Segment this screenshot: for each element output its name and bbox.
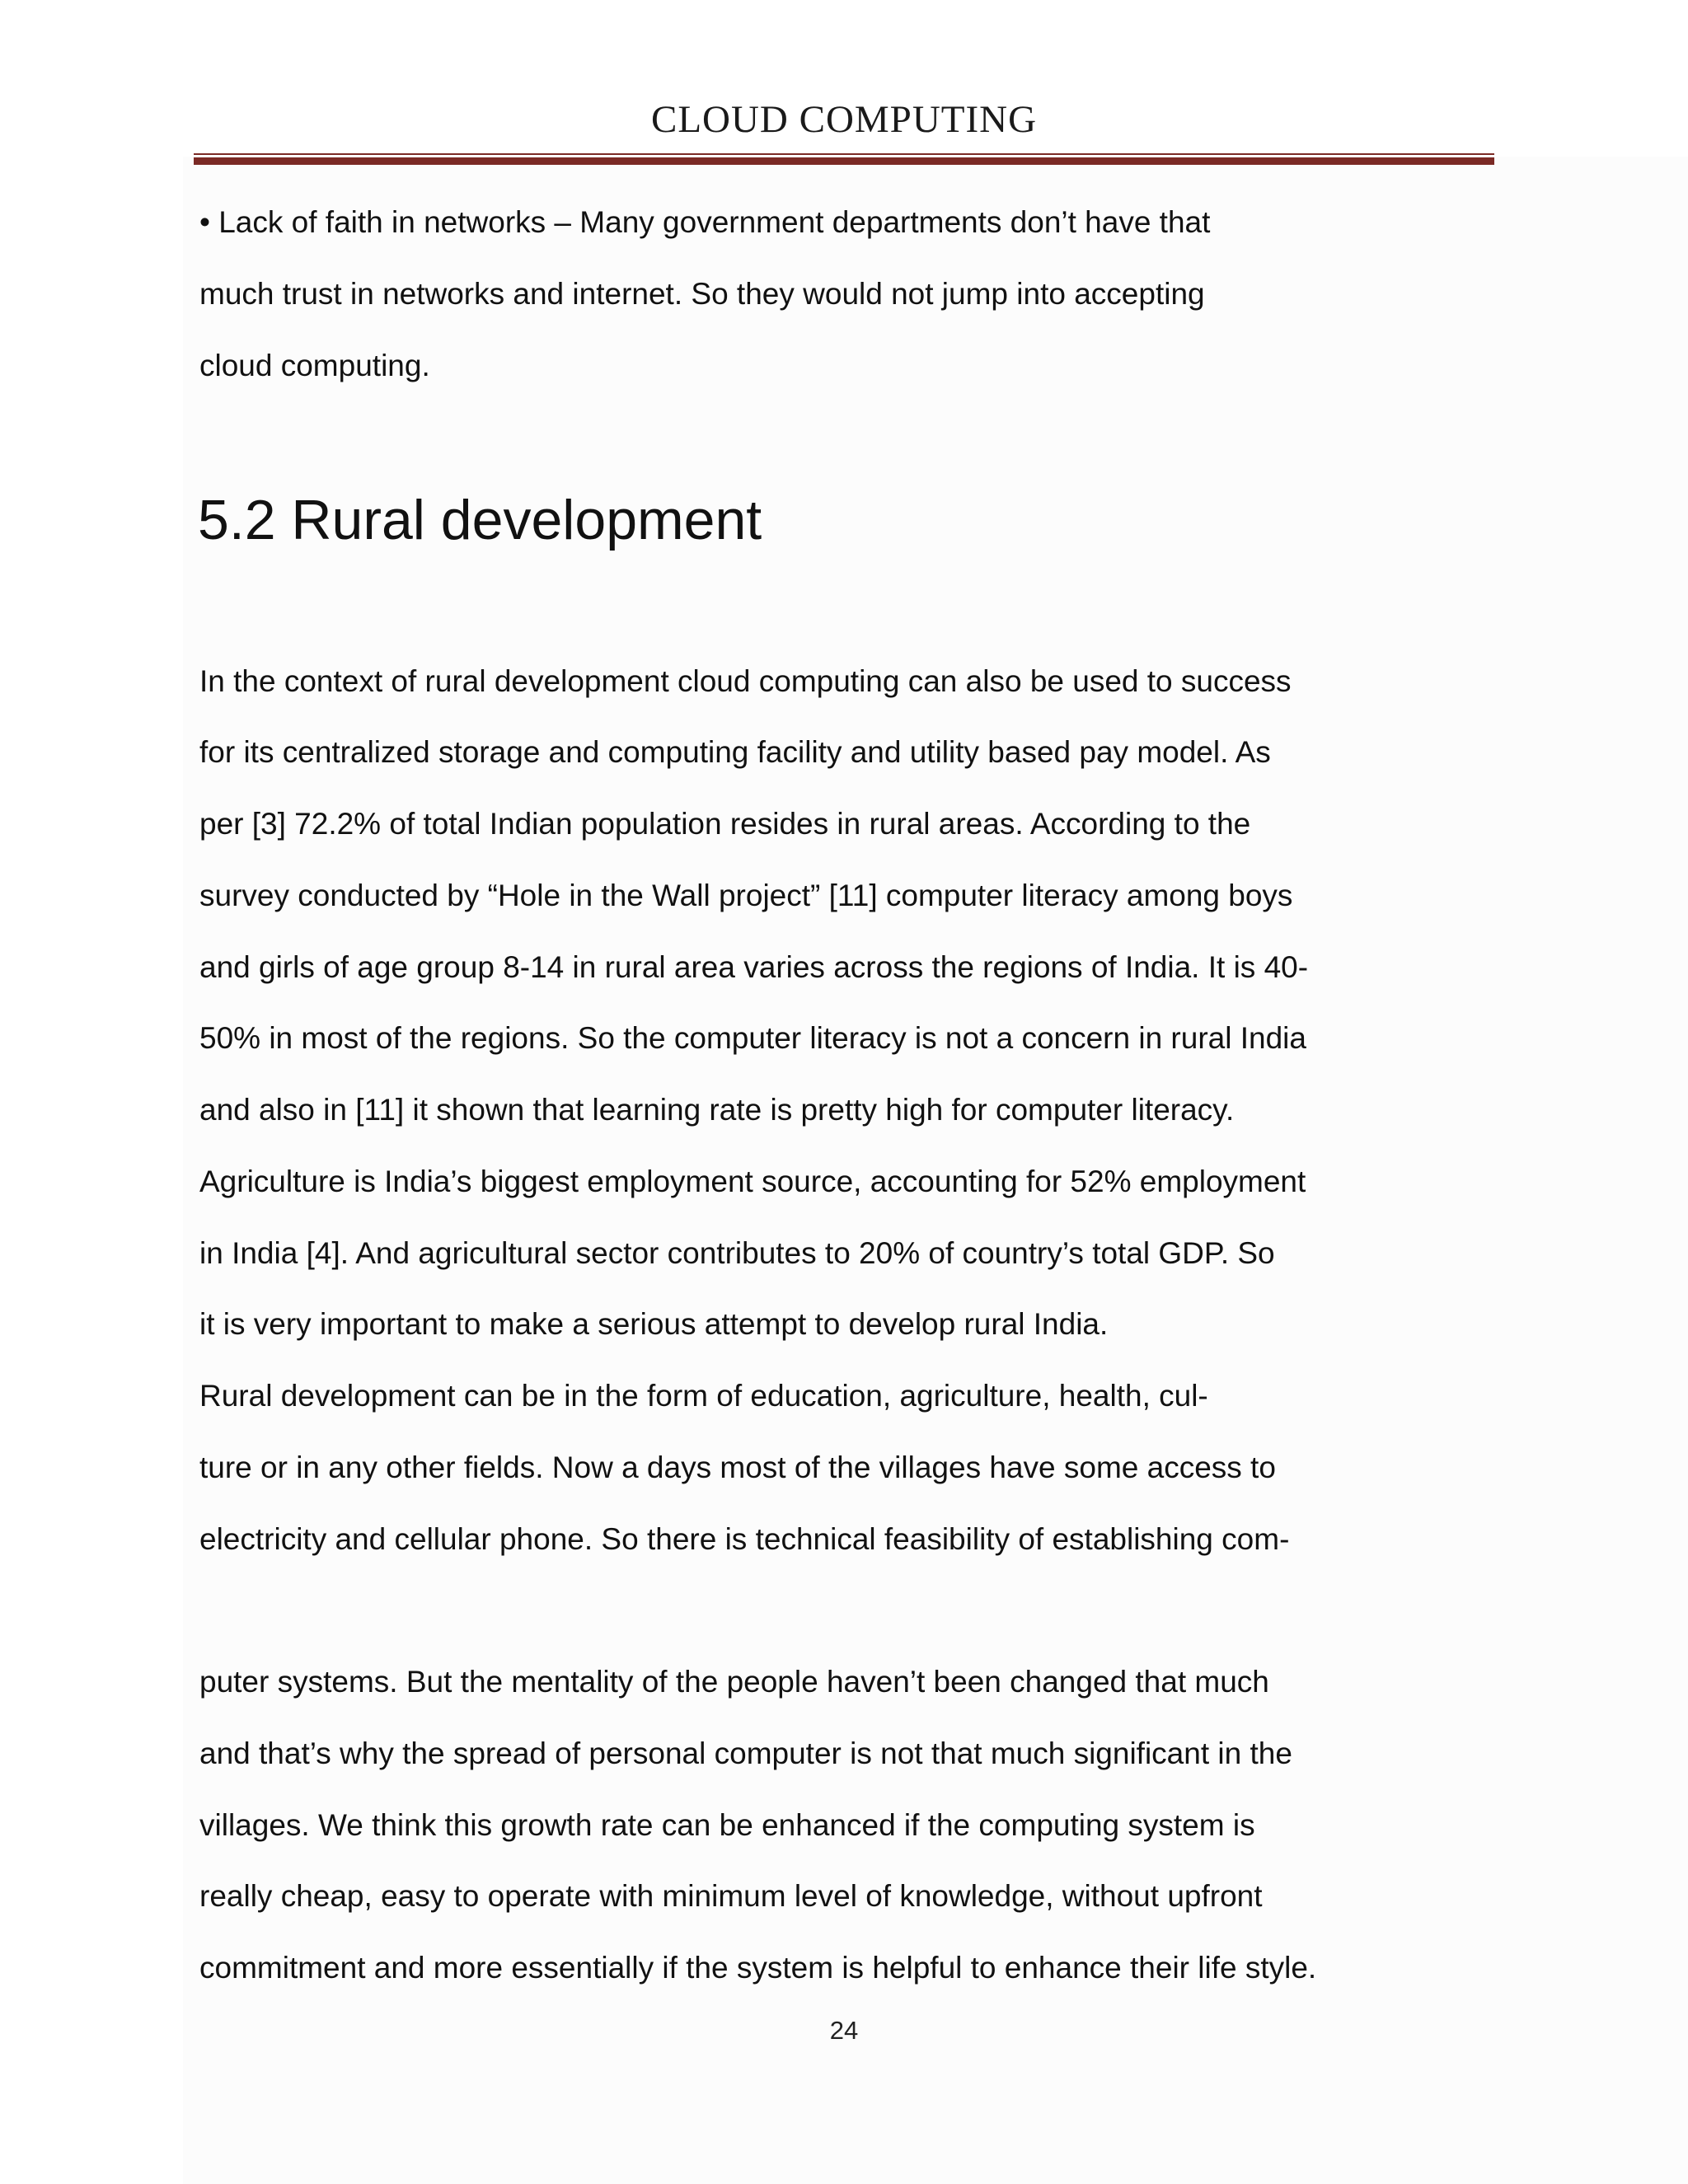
body-line: for its centralized storage and computing facility and utility based pay model. As [199, 735, 1271, 769]
body-line: ture or in any other fields. Now a days most of the villages have some access to [199, 1451, 1276, 1484]
header-rule-thick [194, 157, 1494, 165]
body-line: survey conducted by “Hole in the Wall project” [11] computer literacy among boys [199, 879, 1293, 912]
body-line: cloud computing. [199, 349, 430, 382]
body-line: per [3] 72.2% of total Indian population resides in rural areas. According to the [199, 807, 1251, 841]
body-line: much trust in networks and internet. So they would not jump into accepting [199, 277, 1205, 311]
body-line: really cheap, easy to operate with minimum level of knowledge, without upfront [199, 1879, 1263, 1913]
body-line: and also in [11] it shown that learning rate is pretty high for computer literacy. [199, 1093, 1235, 1127]
body-line: In the context of rural development cloud computing can also be used to success [199, 664, 1292, 698]
body-line: and that’s why the spread of personal computer is not that much significant in the [199, 1736, 1292, 1770]
body-line: 50% in most of the regions. So the computer literacy is not a concern in rural India [199, 1021, 1306, 1055]
section-heading: 5.2 Rural development [198, 489, 762, 551]
body-line: villages. We think this growth rate can be enhanced if the computing system is [199, 1808, 1255, 1842]
bullet-line: • Lack of faith in networks – Many government departments don’t have that [199, 205, 1211, 239]
running-header: CLOUD COMPUTING [650, 98, 1038, 141]
page-number: 24 [829, 2016, 859, 2045]
body-line: puter systems. But the mentality of the people haven’t been changed that much [199, 1665, 1269, 1699]
body-line: commitment and more essentially if the system is helpful to enhance their life style. [199, 1951, 1317, 1985]
body-line: in India [4]. And agricultural sector contributes to 20% of country’s total GDP. So [199, 1236, 1275, 1270]
body-line: it is very important to make a serious attempt to develop rural India. [199, 1307, 1109, 1341]
header-rule-thin [194, 153, 1494, 155]
body-line: and girls of age group 8-14 in rural area varies across the regions of India. It is 40- [199, 950, 1309, 984]
body-line: electricity and cellular phone. So there is technical feasibility of establishing com- [199, 1522, 1290, 1556]
body-line: Rural development can be in the form of education, agriculture, health, cul- [199, 1379, 1208, 1413]
body-line: Agriculture is India’s biggest employment source, accounting for 52% employment [199, 1165, 1306, 1198]
